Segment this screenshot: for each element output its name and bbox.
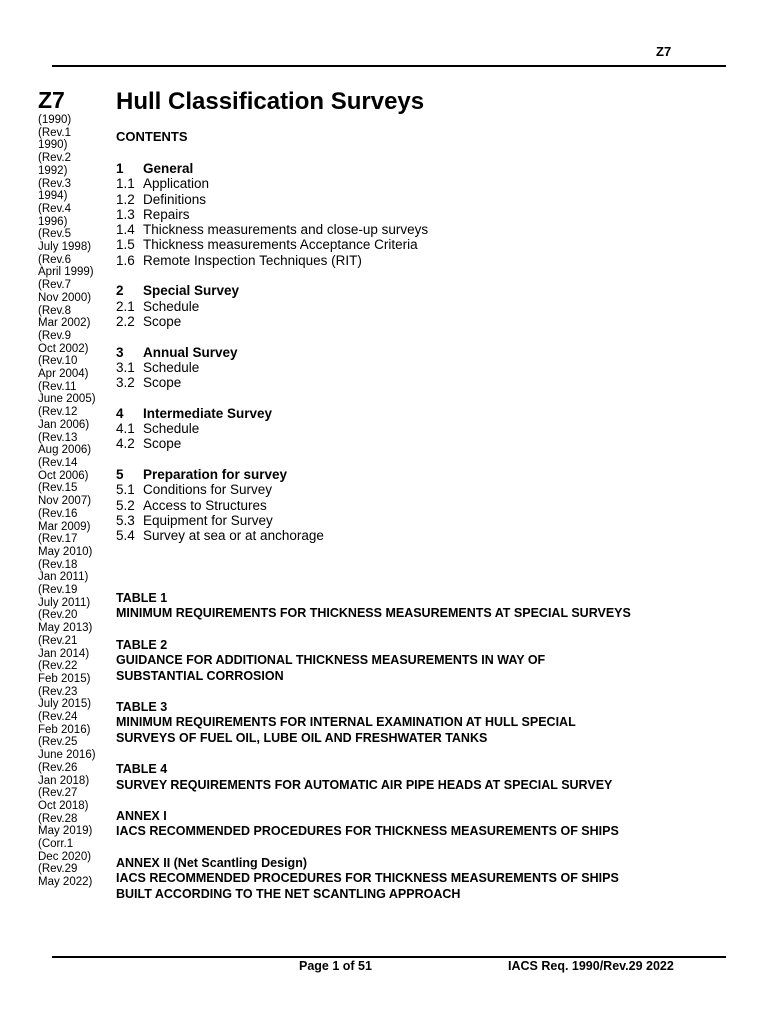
toc-entry: [116, 222, 428, 237]
revision-line: May 2022): [38, 876, 93, 889]
revision-line: (Rev.7: [38, 279, 72, 292]
toc-entry: [116, 237, 428, 252]
toc-entry-title: Scope: [143, 436, 182, 452]
toc-entry: [116, 176, 428, 191]
table-title-line: BUILT ACCORDING TO THE NET SCANTLING APPROACH: [116, 886, 461, 901]
revision-line: July 2015): [38, 698, 92, 711]
revision-line: (Rev.19: [38, 584, 78, 597]
toc-entry-number: 5.4: [116, 528, 135, 544]
revision-line: (Rev.29: [38, 863, 78, 876]
tables-and-annexes-list: [116, 591, 726, 918]
revision-line: (Rev.25: [38, 736, 78, 749]
table-entry: [116, 700, 726, 746]
revision-line: Oct 2018): [38, 799, 89, 812]
revision-line: Mar 2002): [38, 317, 91, 330]
toc-entry-number: 5.2: [116, 497, 135, 513]
revision-line: Apr 2004): [38, 368, 89, 381]
toc-entry: [116, 207, 428, 222]
toc-entry-number: 3.2: [116, 375, 135, 391]
toc-entry-number: 4.2: [116, 436, 135, 452]
toc-entry: [116, 375, 428, 390]
revision-line: Jan 2014): [38, 647, 90, 660]
toc-entry-number: 1.2: [116, 191, 135, 207]
toc-section: [116, 406, 428, 452]
revision-line: Nov 2000): [38, 291, 92, 304]
toc-entry-title: Equipment for Survey: [143, 512, 273, 528]
table-entry: [116, 809, 726, 840]
table-label: TABLE 3: [116, 700, 168, 715]
toc-entry-title: Schedule: [143, 298, 200, 314]
toc-section-heading: [116, 161, 428, 176]
table-title-line: MINIMUM REQUIREMENTS FOR INTERNAL EXAMINATION AT HULL SPECIAL: [116, 715, 576, 730]
toc-entry: [116, 482, 428, 497]
revision-line: (Rev.20: [38, 609, 78, 622]
revision-line: (Rev.21: [38, 634, 78, 647]
revision-line: (Rev.6: [38, 253, 72, 266]
revision-line: (Rev.27: [38, 787, 78, 800]
revision-line: Feb 2015): [38, 672, 91, 685]
toc-entry-number: 1.5: [116, 237, 135, 253]
table-label: ANNEX I: [116, 809, 167, 824]
revision-line: Jan 2006): [38, 418, 90, 431]
toc-section-title: Preparation for survey: [143, 466, 288, 482]
revision-line: (Rev.4: [38, 202, 72, 215]
revision-history: [38, 114, 116, 889]
toc-entry: [116, 498, 428, 513]
table-label: TABLE 4: [116, 762, 168, 777]
revision-line: (1990): [38, 114, 72, 126]
table-label: TABLE 2: [116, 637, 168, 652]
revision-line: (Rev.1: [38, 126, 72, 139]
table-label: TABLE 1: [116, 591, 168, 605]
toc-section-title: General: [143, 161, 194, 176]
table-entry: [116, 762, 726, 793]
revision-line: Feb 2016): [38, 723, 91, 736]
table-title-line: SURVEY REQUIREMENTS FOR AUTOMATIC AIR PIPE HEADS AT SPECIAL SURVEY: [116, 777, 613, 792]
table-title-line: SURVEYS OF FUEL OIL, LUBE OIL AND FRESHWATER TANKS: [116, 730, 488, 745]
table-entry: [116, 638, 726, 684]
revision-line: (Rev.10: [38, 355, 78, 368]
toc-entry-number: 4.1: [116, 421, 135, 437]
toc-section-number: 1: [116, 161, 124, 176]
revision-line: May 2013): [38, 622, 93, 635]
side-doc-code: Z7: [38, 87, 65, 113]
toc-entry: [116, 192, 428, 207]
toc-section: [116, 161, 428, 268]
toc-entry: [116, 528, 428, 543]
revision-line: (Rev.2: [38, 152, 72, 165]
toc-entry-title: Schedule: [143, 359, 200, 375]
document-title: Hull Classification Surveys: [116, 88, 425, 115]
toc-entry-title: Scope: [143, 375, 182, 391]
revision-line: (Rev.9: [38, 329, 72, 342]
revision-line: (Rev.13: [38, 431, 78, 444]
revision-line: (Rev.5: [38, 228, 72, 241]
toc-section: [116, 467, 428, 543]
revision-line: Dec 2020): [38, 850, 92, 863]
revision-line: (Rev.11: [38, 380, 77, 393]
toc-section-heading: [116, 406, 428, 421]
toc-entry-title: Schedule: [143, 421, 200, 437]
toc-entry-title: Application: [143, 176, 210, 192]
toc-entry-number: 3.1: [116, 359, 135, 375]
contents-heading: CONTENTS: [116, 129, 188, 144]
toc-entry-number: 5.1: [116, 482, 135, 498]
toc-section-number: 5: [116, 466, 124, 482]
revision-line: May 2019): [38, 825, 93, 838]
table-title-line: GUIDANCE FOR ADDITIONAL THICKNESS MEASUREMENTS IN WAY OF: [116, 653, 546, 668]
toc-section-title: Special Survey: [143, 283, 240, 299]
revision-line: Jan 2018): [38, 774, 90, 787]
toc-entry-number: 5.3: [116, 512, 135, 528]
table-label: ANNEX II (Net Scantling Design): [116, 855, 307, 870]
toc-entry: [116, 314, 428, 329]
revision-line: (Rev.3: [38, 177, 72, 190]
revision-line: (Rev.12: [38, 406, 78, 419]
revision-line: (Rev.28: [38, 812, 78, 825]
toc-entry: [116, 421, 428, 436]
toc-entry-title: Scope: [143, 313, 182, 329]
toc-entry-title: Survey at sea or at anchorage: [143, 528, 324, 544]
toc-section-heading: [116, 283, 428, 298]
revision-line: Nov 2007): [38, 495, 92, 508]
revision-line: June 2016): [38, 749, 96, 762]
header-rule: [52, 65, 726, 67]
toc-entry: [116, 253, 428, 268]
toc-section-number: 4: [116, 405, 124, 421]
revision-line: (Rev.14: [38, 456, 78, 469]
revision-line: (Rev.18: [38, 558, 78, 571]
table-title-line: MINIMUM REQUIREMENTS FOR THICKNESS MEASUREMENTS AT SPECIAL SURVEYS: [116, 606, 631, 621]
toc-section-number: 3: [116, 344, 124, 360]
toc-entry-title: Thickness measurements Acceptance Criteria: [143, 237, 418, 253]
revision-line: May 2010): [38, 545, 93, 558]
revision-line: July 2011): [38, 596, 91, 609]
table-title-line: SUBSTANTIAL CORROSION: [116, 668, 284, 683]
toc-section: [116, 345, 428, 391]
toc-entry-title: Thickness measurements and close-up surveys: [143, 222, 429, 238]
footer-rule: [52, 956, 726, 958]
revision-line: (Rev.26: [38, 761, 78, 774]
revision-line: (Rev.15: [38, 482, 78, 495]
toc-entry: [116, 513, 428, 528]
toc-entry-title: Definitions: [143, 191, 207, 207]
footer-page-number: Page 1 of 51: [299, 959, 372, 973]
revision-line: (Rev.8: [38, 304, 72, 317]
toc-entry: [116, 436, 428, 451]
table-title-line: IACS RECOMMENDED PROCEDURES FOR THICKNESS MEASUREMENTS OF SHIPS: [116, 871, 619, 886]
toc-section-title: Annual Survey: [143, 344, 238, 360]
toc-entry-number: 2.1: [116, 298, 135, 314]
revision-line: Oct 2006): [38, 469, 89, 482]
table-title-line: IACS RECOMMENDED PROCEDURES FOR THICKNESS MEASUREMENTS OF SHIPS: [116, 824, 619, 839]
revision-line: 1996): [38, 215, 68, 228]
toc-entry-title: Remote Inspection Techniques (RIT): [143, 252, 362, 268]
revision-line: June 2005): [38, 393, 96, 406]
revision-line: Jan 2011): [38, 571, 89, 584]
toc-section: [116, 283, 428, 329]
toc-section-heading: [116, 467, 428, 482]
header-doc-code: Z7: [656, 44, 672, 59]
footer-reference: IACS Req. 1990/Rev.29 2022: [508, 959, 674, 973]
revision-line: (Rev.17: [38, 533, 78, 546]
revision-line: Aug 2006): [38, 444, 92, 457]
revision-line: Oct 2002): [38, 342, 89, 355]
toc-entry-number: 1.3: [116, 206, 135, 222]
revision-line: (Rev.16: [38, 507, 78, 520]
table-of-contents: [116, 161, 428, 559]
revision-line: (Rev.22: [38, 660, 78, 673]
table-entry: [116, 856, 726, 902]
toc-entry-title: Access to Structures: [143, 497, 267, 513]
revision-line: (Rev.23: [38, 685, 78, 698]
revision-line: (Corr.1: [38, 838, 74, 851]
revision-line: (Rev.24: [38, 711, 78, 724]
revision-line: April 1999): [38, 266, 94, 279]
toc-section-heading: [116, 345, 428, 360]
toc-entry-number: 1.1: [116, 176, 135, 192]
toc-entry-title: Conditions for Survey: [143, 482, 273, 498]
revision-line: Mar 2009): [38, 520, 91, 533]
revision-line: 1992): [38, 164, 68, 177]
table-entry: [116, 591, 726, 622]
toc-entry-number: 1.6: [116, 252, 135, 268]
toc-entry: [116, 360, 428, 375]
toc-entry-number: 2.2: [116, 313, 135, 329]
revision-line: 1994): [38, 190, 68, 203]
toc-entry: [116, 299, 428, 314]
toc-section-title: Intermediate Survey: [143, 405, 273, 421]
revision-line: July 1998): [38, 241, 92, 254]
toc-section-number: 2: [116, 283, 124, 299]
toc-entry-number: 1.4: [116, 222, 135, 238]
toc-entry-title: Repairs: [143, 206, 190, 222]
revision-line: 1990): [38, 139, 68, 152]
